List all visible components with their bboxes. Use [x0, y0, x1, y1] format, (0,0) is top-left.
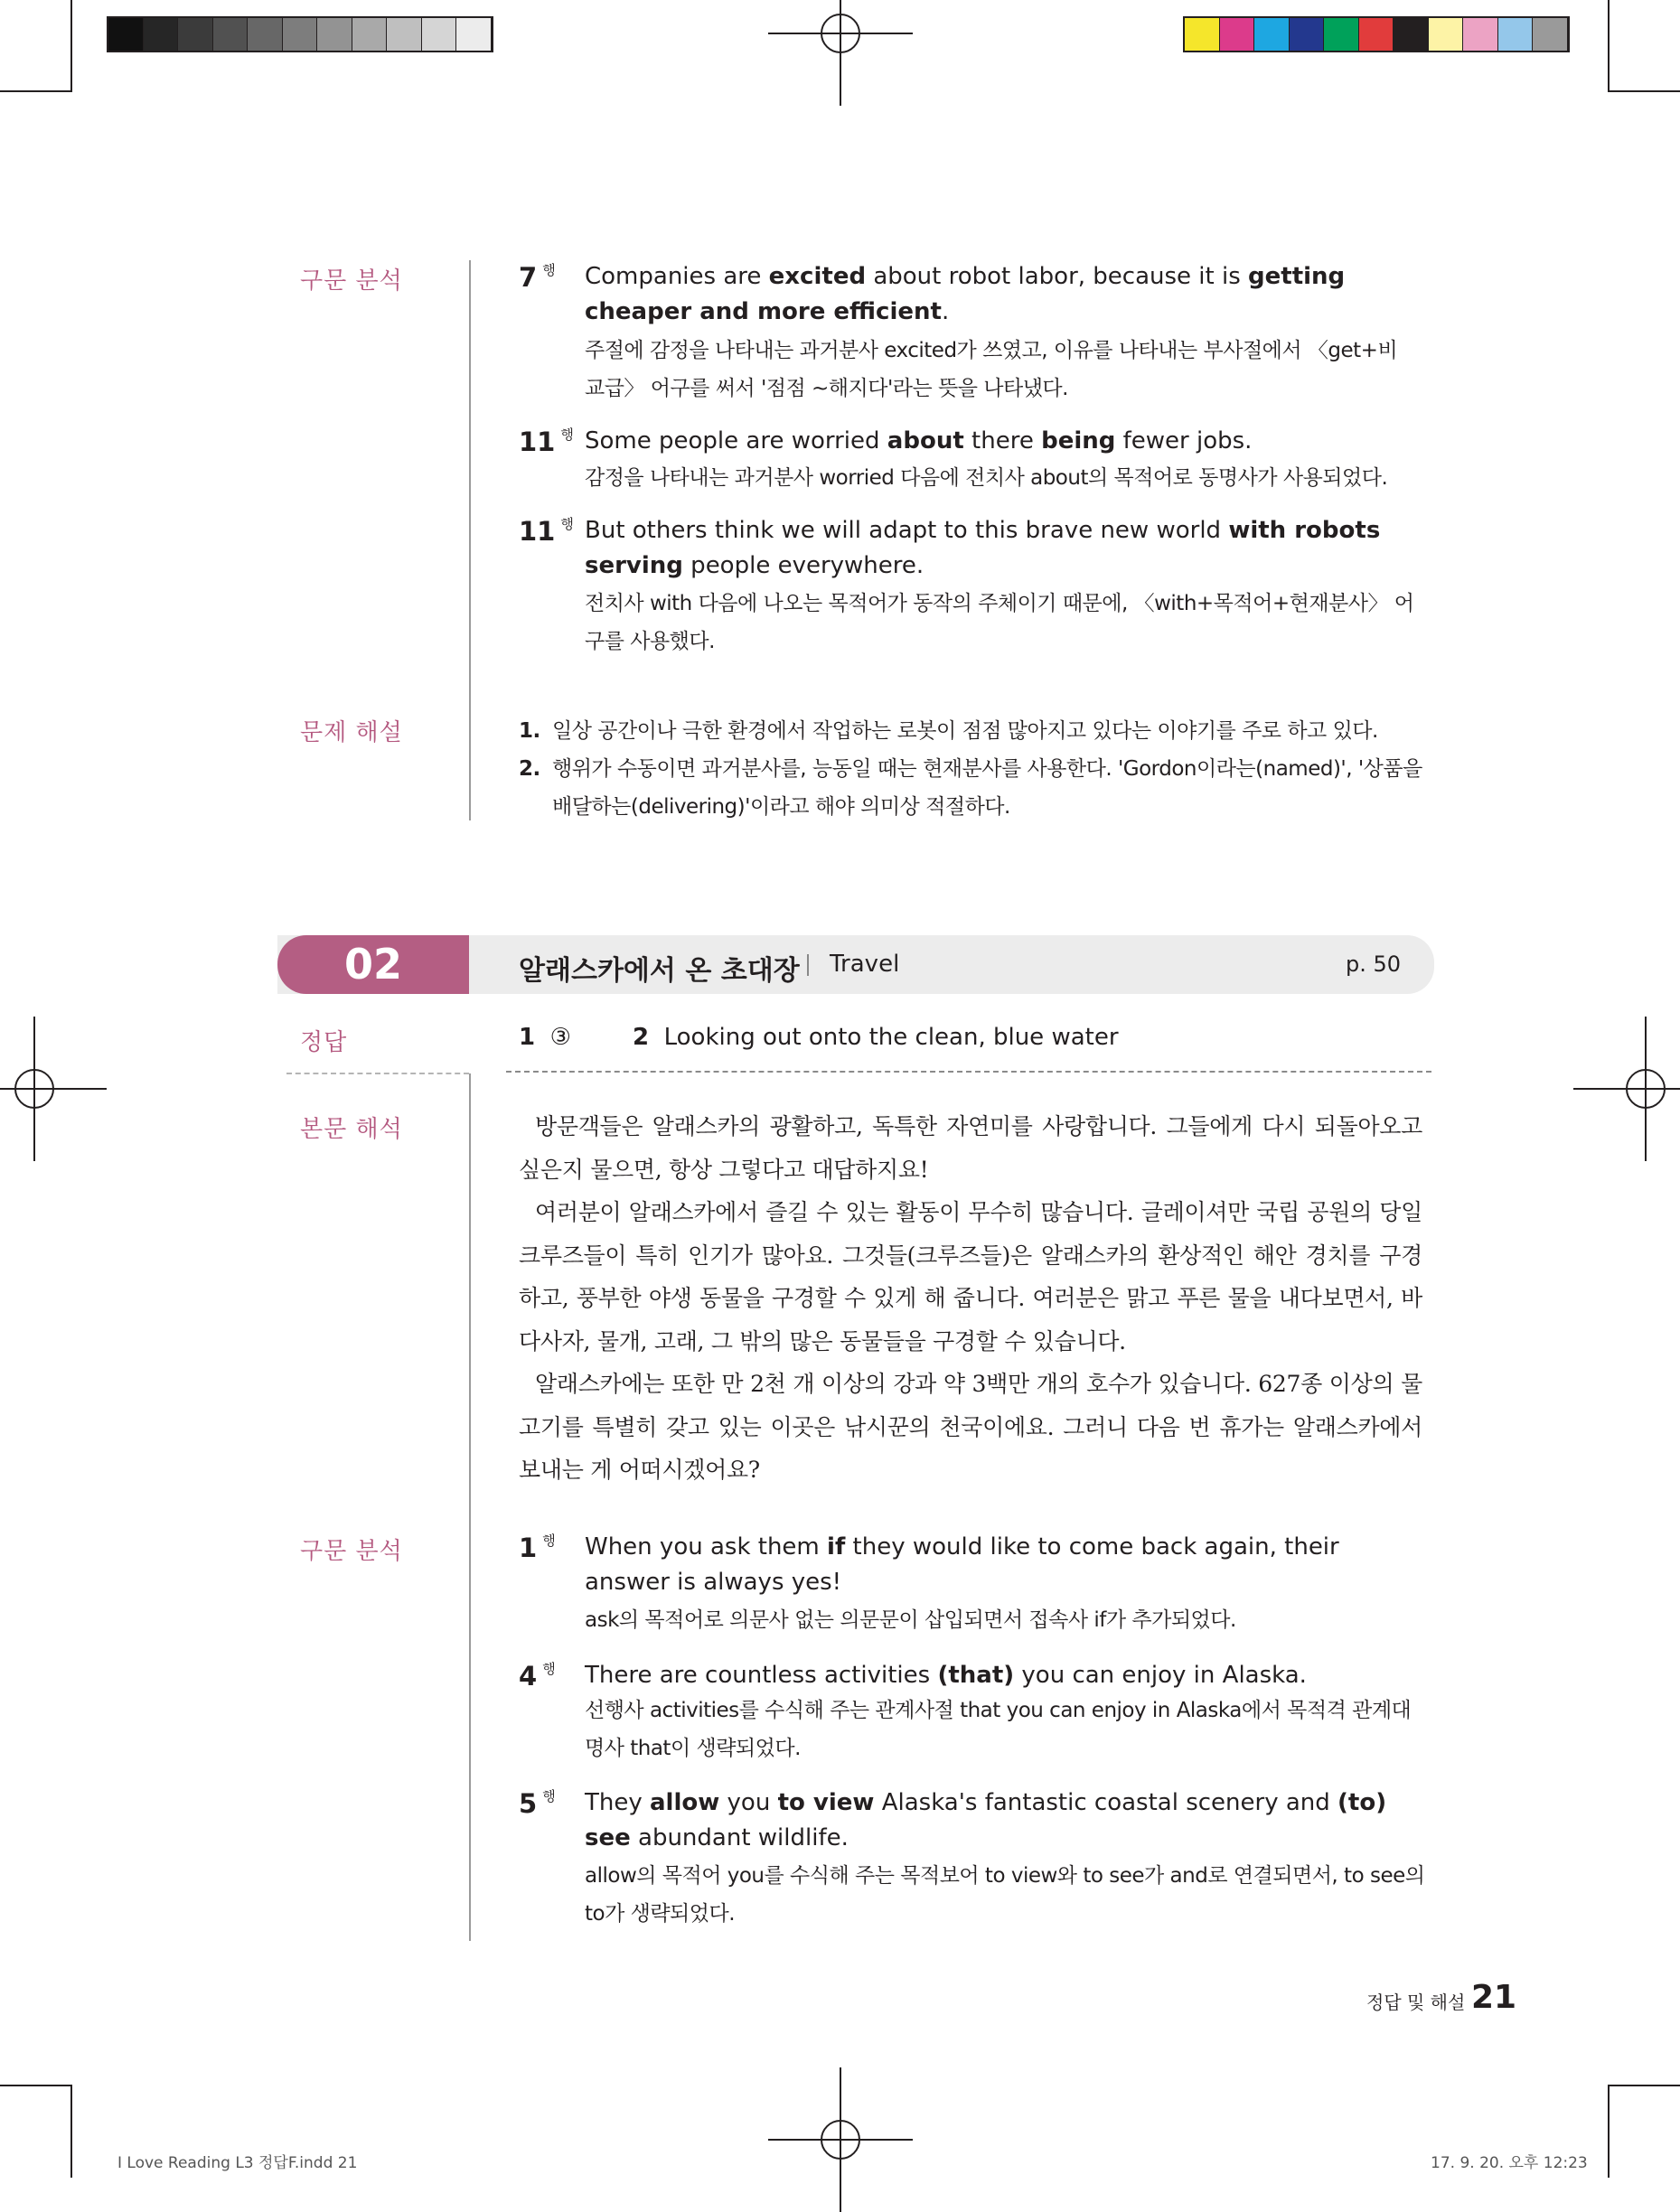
grammar-note: 주절에 감정을 나타내는 과거분사 excited가 쓰였고, 이유를 나타내는 부사절에서 〈get+비교급〉 어구를 써서 '점점 ~해지다'라는 뜻을 나타냈다. — [585, 339, 1398, 400]
swatch — [1324, 18, 1359, 51]
crop-mark — [0, 90, 72, 92]
swatch — [1359, 18, 1394, 51]
registration-mark — [768, 2067, 913, 2212]
unit-title: 알래스카에서 온 초대장 — [519, 955, 800, 987]
line-number: 7 $^행$ — [519, 262, 556, 293]
grammar-sentence: There are countless activities (that) you can enjoy in Alaska. — [585, 1662, 1307, 1689]
registration-mark — [768, 0, 913, 106]
crop-mark — [0, 2085, 72, 2086]
translation-paragraph: 알래스카에는 또한 만 2천 개 이상의 강과 약 3백만 개의 호수가 있습니다. 627종 이상의 물고기를 특별히 갖고 있는 이곳은 낚시꾼의 천국이에요. 그러니 다음 번 휴가는 알래스카에서 보내는 게 어떠시겠어요? — [519, 1371, 1422, 1483]
crop-mark — [70, 2085, 72, 2178]
swatch — [248, 18, 283, 51]
swatch — [352, 18, 388, 51]
registration-mark — [1573, 1017, 1680, 1161]
line-number: 11 $^행$ — [519, 426, 574, 457]
swatch — [1533, 18, 1568, 51]
dashed-divider — [286, 1073, 469, 1074]
crop-mark — [1608, 0, 1610, 92]
color-swatches — [1183, 16, 1570, 52]
column-divider — [469, 1073, 471, 1941]
swatch — [178, 18, 213, 51]
grammar-label: 구문 분석 — [300, 267, 403, 295]
swatch — [1185, 18, 1220, 51]
swatch — [1498, 18, 1534, 51]
answer-item: 1 ③ — [519, 1024, 571, 1051]
grammar-note: 감정을 나타내는 과거분사 worried 다음에 전치사 about의 목적어로 동명사가 사용되었다. — [585, 466, 1388, 490]
grammar-sentence: When you ask them if they would like to come back again, their answer is always yes! — [585, 1533, 1339, 1596]
crop-mark — [1608, 2085, 1680, 2086]
footer-label: 정답 및 해설 — [1366, 1992, 1466, 2013]
translation-text — [519, 1105, 1422, 1492]
swatch — [387, 18, 422, 51]
crop-mark — [1608, 2085, 1610, 2178]
print-slug-date: 17. 9. 20. 오후 12:23 — [1431, 2154, 1588, 2172]
translation-label: 본문 해석 — [300, 1116, 403, 1143]
crop-mark — [70, 0, 72, 92]
page-reference: p. 50 — [1345, 951, 1401, 977]
line-number: 5 $^행$ — [519, 1788, 556, 1819]
grammar-sentence: But others think we will adapt to this brave new world with robots serving people everywhere. — [585, 517, 1381, 579]
swatch — [317, 18, 352, 51]
problem-item: 2. 행위가 수동이면 과거분사를, 능동일 때는 현재분사를 사용한다. 'Gordon이라는(named)', '상품을 배달하는(delivering)'이라고 해야 의미상 적절하다. — [519, 757, 1422, 819]
unit-category: Travel — [830, 951, 900, 978]
grayscale-swatches — [107, 16, 493, 52]
problem-label: 문제 해설 — [300, 719, 403, 746]
grammar-note: 전치사 with 다음에 나오는 목적어가 동작의 주체이기 때문에, 〈with+목적어+현재분사〉 어구를 사용했다. — [585, 592, 1414, 653]
swatch — [1290, 18, 1325, 51]
crop-mark — [1608, 90, 1680, 92]
grammar-sentence: Some people are worried about there being fewer jobs. — [585, 427, 1253, 455]
swatch — [1254, 18, 1290, 51]
translation-paragraph: 여러분이 알래스카에서 즐길 수 있는 활동이 무수히 많습니다. 글레이셔만 국립 공원의 당일 크루즈들이 특히 인기가 많아요. 그것들(크루즈들)은 알래스카의 환상적인 해안 경치를 구경하고, 풍부한 야생 동물을 구경할 수 있게 해 줍니다. 여러분은 맑고 푸른 물을 내다보면서, 바다사자, 물개, 고래, 그 밖의 많은 동물들을 구경할 수 있습니다. — [519, 1199, 1422, 1354]
unit-number: 02 — [277, 935, 469, 994]
swatch — [1429, 18, 1464, 51]
registration-mark — [0, 1017, 107, 1161]
answer-label: 정답 — [300, 1029, 348, 1056]
swatch — [213, 18, 249, 51]
answer-item: 2 Looking out onto the clean, blue water — [633, 1024, 1119, 1051]
grammar-label: 구문 분석 — [300, 1538, 403, 1565]
line-number: 1 $^행$ — [519, 1532, 556, 1563]
problem-explanations — [519, 712, 1422, 826]
line-number: 11 $^행$ — [519, 516, 574, 547]
swatch — [422, 18, 457, 51]
grammar-note: allow의 목적어 you를 수식해 주는 목적보어 to view와 to see가 and로 연결되면서, to see의 to가 생략되었다. — [585, 1864, 1425, 1926]
swatch — [456, 18, 492, 51]
grammar-sentence: Companies are excited about robot labor, because it is getting cheaper and more efficient. — [585, 263, 1346, 325]
swatch — [144, 18, 179, 51]
swatch — [108, 18, 144, 51]
translation-paragraph: 방문객들은 알래스카의 광활하고, 독특한 자연미를 사랑합니다. 그들에게 다시 되돌아오고 싶은지 물으면, 항상 그렇다고 대답하지요! — [519, 1113, 1422, 1183]
grammar-note: ask의 목적어로 의문사 없는 의문문이 삽입되면서 접속사 if가 추가되었다. — [585, 1608, 1236, 1632]
column-divider — [469, 260, 471, 820]
title-separator — [807, 954, 809, 976]
swatch — [283, 18, 318, 51]
dashed-divider — [506, 1071, 1431, 1073]
grammar-note: 선행사 activities를 수식해 주는 관계사절 that you can enjoy in Alaska에서 목적격 관계대명사 that이 생략되었다. — [585, 1699, 1412, 1760]
page-number: 21 — [1471, 1979, 1517, 2016]
print-slug-file: I Love Reading L3 정답F.indd 21 — [117, 2154, 358, 2172]
swatch — [1220, 18, 1255, 51]
swatch — [1394, 18, 1429, 51]
problem-item: 1. 일상 공간이나 극한 환경에서 작업하는 로봇이 점점 많아지고 있다는 이야기를 주로 하고 있다. — [519, 719, 1378, 743]
line-number: 4 $^행$ — [519, 1661, 556, 1692]
grammar-sentence: They allow you to view Alaska's fantastic coastal scenery and (to) see abundant wildlife. — [585, 1789, 1387, 1851]
swatch — [1463, 18, 1498, 51]
